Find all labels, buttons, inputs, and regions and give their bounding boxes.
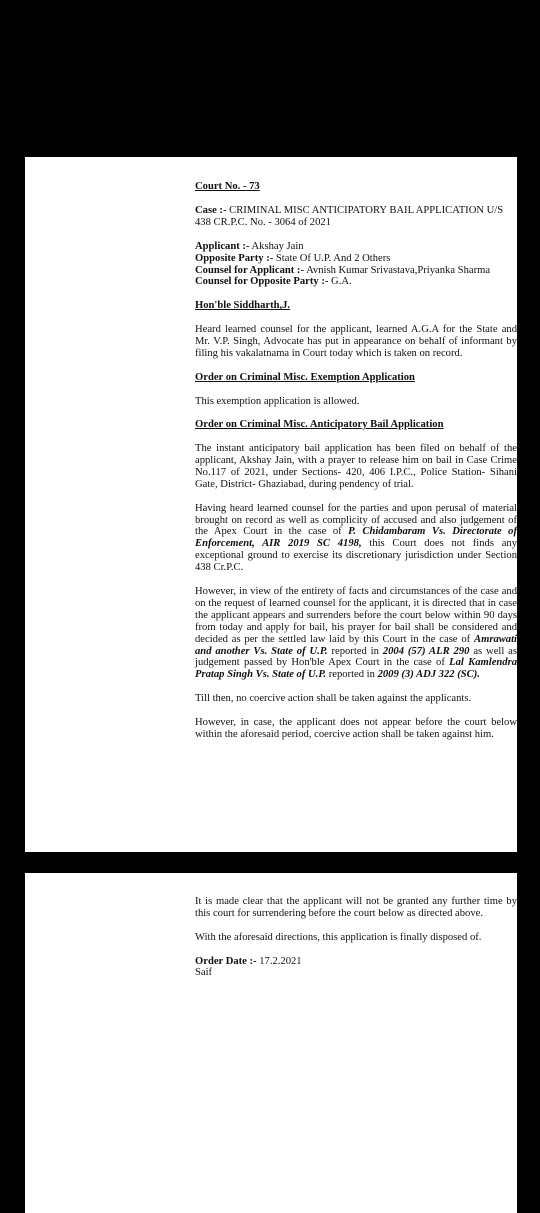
counsel-applicant-value: Avnish Kumar Srivastava,Priyanka Sharma	[304, 264, 491, 276]
judge-name: Hon'ble Siddharth,J.	[195, 300, 291, 312]
signature-name: Saif	[195, 967, 213, 979]
paragraph-made-clear: It is made clear that the applicant will not be granted any further time by this court for surrendering before the court below as directed above.	[195, 896, 517, 919]
case-citation: P. Chidambaram Vs. Directorate of Enforcement, AIR 2019 SC 4198,	[195, 526, 517, 550]
text-run: this Court does not finds any exceptional ground to exercise its discretionary jurisdiction under Section 438 Cr.P.C.	[195, 538, 517, 574]
paragraph-disposed: With the aforesaid directions, this application is finally disposed of.	[195, 931, 482, 943]
counsel-applicant-label: Counsel for Applicant :-	[195, 264, 304, 276]
text-run: Having heard learned counsel for the parties and upon perusal of material brought on record as well as complicity of accused and also judgement of the Apex Court in the case of	[195, 502, 517, 538]
document-page-2	[25, 873, 517, 1213]
text-run: as well as judgement passed by Hon'ble Apex Court in the case of	[195, 645, 518, 669]
case-citation: Lal Kamlendra Pratap Singh Vs. State of U.P.	[195, 657, 518, 681]
text-run: reported in	[326, 669, 378, 681]
court-number: Court No. - 73	[195, 181, 260, 192]
heading-anticipatory-bail: Order on Criminal Misc. Anticipatory Bail Application	[195, 419, 444, 431]
paragraph-however	[195, 586, 517, 681]
case-citation: 2004 (57) ALR 290	[382, 645, 470, 657]
order-date-value: 17.2.2021	[256, 955, 302, 967]
case-label: Case :-	[195, 204, 227, 216]
document-page-1	[25, 157, 517, 852]
case-citation: Amrawati and another Vs. State of U.P.	[195, 633, 517, 657]
paragraph-instant: The instant anticipatory bail application has been filed on behalf of the applicant, Akshay Jain, with a prayer to release him on bail in Case Crime No.117 of 2021, under Sections- 420, 406 I.P.C., Police Station- Sihani Gate, District- Ghaziabad, during pendency of trial.	[195, 443, 517, 490]
opposite-party-value: State Of U.P. And 2 Others	[273, 252, 391, 264]
text-run: reported in	[327, 645, 383, 657]
case-citation: 2009 (3) ADJ 322 (SC).	[377, 669, 480, 681]
paragraph-having-heard	[195, 503, 517, 574]
paragraph-till-then: Till then, no coercive action shall be taken against the applicants.	[195, 693, 472, 705]
counsel-opposite-label: Counsel for Opposite Party :-	[195, 276, 329, 288]
opposite-party-label: Opposite Party :-	[195, 252, 274, 264]
paragraph-heard: Heard learned counsel for the applicant, learned A.G.A for the State and Mr. V.P. Singh, Advocate has put in appearance on behalf of informant by filing his vakalatnama in Court today which is taken on record.	[195, 324, 517, 359]
case-value: CRIMINAL MISC ANTICIPATORY BAIL APPLICATION U/S 438 CR.P.C. No. - 3064 of 2021	[195, 204, 504, 228]
applicant-value: Akshay Jain	[249, 240, 304, 252]
counsel-opposite-value: G.A.	[328, 276, 352, 288]
paragraph-exemption: This exemption application is allowed.	[195, 395, 360, 407]
text-run: However, in view of the entirety of facts and circumstances of the case and on the request of learned counsel for the applicant, it is directed that in case the applicant appears and surrenders before the court below within 90 days from today and apply for bail, his prayer for bail shall be considered and decided as per the settled law laid by this Court in the case of	[195, 585, 517, 645]
heading-exemption: Order on Criminal Misc. Exemption Application	[195, 371, 415, 383]
order-date-label: Order Date :-	[195, 955, 257, 967]
applicant-label: Applicant :-	[195, 240, 250, 252]
order-text-page-2	[195, 896, 517, 979]
order-text-page-1	[195, 181, 517, 753]
paragraph-however-in-case: However, in case, the applicant does not appear before the court below within the aforesaid period, coercive action shall be taken against him.	[195, 716, 517, 740]
